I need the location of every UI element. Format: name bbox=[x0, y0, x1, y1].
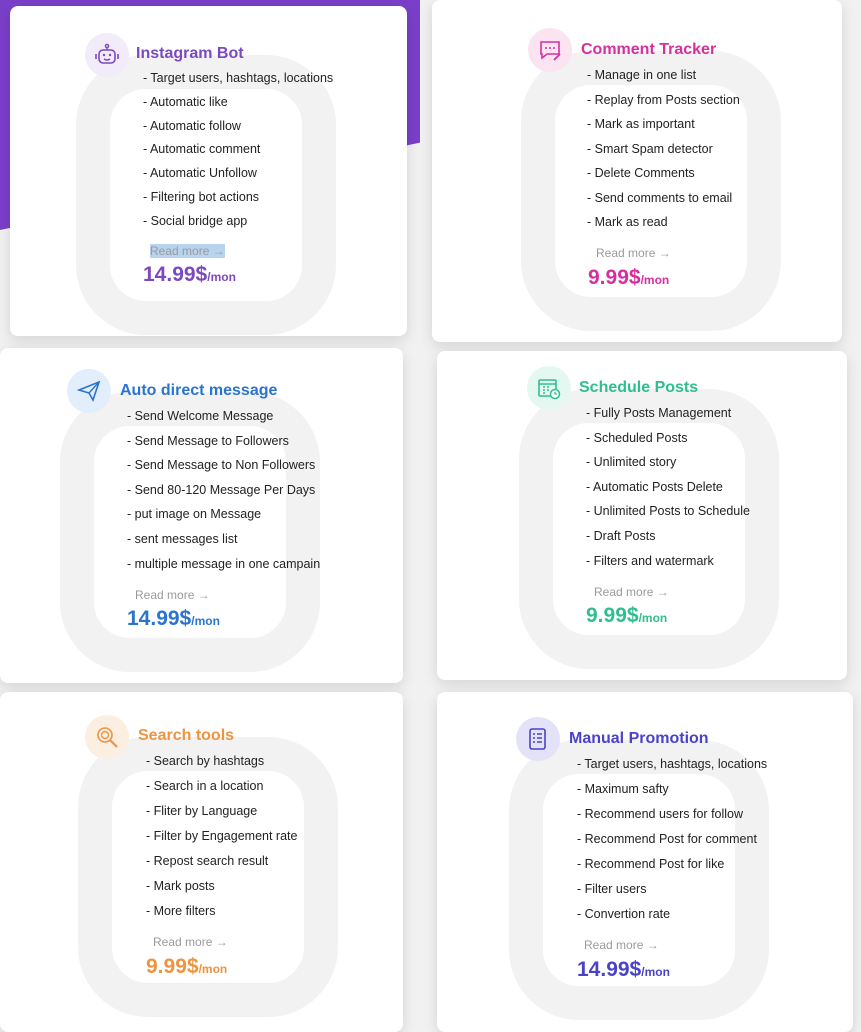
price-value: 9.99$ bbox=[588, 266, 641, 289]
price-period: /mon bbox=[207, 270, 236, 284]
feature-item: - Automatic follow bbox=[143, 118, 241, 133]
search-target-icon bbox=[85, 715, 129, 759]
read-more-link[interactable]: Read more → bbox=[150, 244, 225, 258]
feature-item: - Smart Spam detector bbox=[587, 141, 713, 156]
price bbox=[588, 266, 669, 290]
price-value: 9.99$ bbox=[146, 955, 199, 978]
price-period: /mon bbox=[640, 273, 670, 287]
feature-item: - Social bridge app bbox=[143, 213, 248, 228]
feature-list bbox=[143, 72, 333, 239]
card-title: Manual Promotion bbox=[569, 730, 709, 747]
feature-item: - Filter users bbox=[577, 882, 647, 896]
feature-item: - Unlimited story bbox=[586, 455, 677, 470]
card-title: Schedule Posts bbox=[579, 379, 699, 396]
card-title: Search tools bbox=[138, 727, 235, 744]
price bbox=[127, 607, 220, 631]
comment-edit-icon bbox=[528, 28, 572, 72]
feature-list bbox=[577, 758, 767, 933]
feature-item: - Recommend Post for comment bbox=[577, 832, 757, 846]
feature-item: - Maximum safty bbox=[577, 782, 669, 796]
feature-item: - Automatic Posts Delete bbox=[586, 479, 723, 494]
price-period: /mon bbox=[638, 611, 668, 625]
price-value: 14.99$ bbox=[577, 958, 642, 981]
feature-item: - Repost search result bbox=[146, 854, 269, 868]
read-more-link[interactable]: Read more → bbox=[594, 585, 669, 599]
feature-item: - Filter by Engagement rate bbox=[146, 829, 298, 843]
feature-item: - Filters and watermark bbox=[586, 553, 714, 568]
feature-item: - Fliter by Language bbox=[146, 804, 258, 818]
feature-item: - Send Message to Non Followers bbox=[127, 458, 316, 473]
feature-item: - Scheduled Posts bbox=[586, 430, 688, 445]
read-more-link[interactable]: Read more → bbox=[596, 246, 671, 260]
feature-item: - Delete Comments bbox=[587, 166, 695, 180]
feature-item: - put image on Message bbox=[127, 507, 262, 522]
read-more-link[interactable]: Read more → bbox=[584, 938, 659, 952]
feature-item: - sent messages list bbox=[127, 531, 238, 546]
price-period: /mon bbox=[641, 965, 670, 979]
robot-icon bbox=[85, 33, 129, 77]
price bbox=[143, 263, 236, 287]
feature-item: - Target users, hashtags, locations bbox=[577, 757, 768, 771]
feature-list bbox=[586, 407, 750, 579]
feature-item: - Draft Posts bbox=[586, 528, 656, 543]
feature-item: - Recommend Post for like bbox=[577, 857, 725, 871]
feature-item: - Recommend users for follow bbox=[577, 807, 744, 821]
calendar-clock-icon bbox=[527, 366, 571, 410]
read-more-link[interactable]: Read more → bbox=[153, 935, 228, 949]
feature-item: - Mark posts bbox=[146, 879, 215, 893]
feature-item: - Filtering bot actions bbox=[143, 189, 260, 204]
paper-plane-icon bbox=[67, 369, 111, 413]
price-value: 14.99$ bbox=[143, 263, 208, 286]
feature-item: - Target users, hashtags, locations bbox=[143, 71, 334, 85]
feature-item: - Unlimited Posts to Schedule bbox=[586, 504, 750, 519]
feature-list bbox=[127, 410, 320, 582]
feature-item: - Convertion rate bbox=[577, 907, 671, 921]
feature-item: - Replay from Posts section bbox=[587, 92, 740, 107]
feature-item: - Send Message to Followers bbox=[127, 433, 289, 448]
feature-item: - Automatic comment bbox=[143, 142, 261, 157]
feature-item: - Send Welcome Message bbox=[127, 409, 274, 423]
feature-list bbox=[587, 69, 740, 241]
feature-item: - Mark as read bbox=[587, 215, 668, 229]
feature-item: - Search by hashtags bbox=[146, 754, 265, 768]
feature-item: - Send 80-120 Message Per Days bbox=[127, 482, 316, 497]
feature-list bbox=[146, 755, 297, 930]
price-value: 9.99$ bbox=[586, 604, 639, 627]
feature-item: - Send comments to email bbox=[587, 190, 733, 205]
price-value: 14.99$ bbox=[127, 607, 192, 630]
card-title: Comment Tracker bbox=[581, 41, 717, 58]
feature-item: - multiple message in one campain bbox=[127, 556, 321, 571]
price-period: /mon bbox=[198, 962, 228, 976]
price bbox=[586, 604, 667, 628]
card-title: Instagram Bot bbox=[136, 45, 244, 62]
feature-item: - Automatic Unfollow bbox=[143, 166, 257, 181]
checklist-icon bbox=[516, 717, 560, 761]
card-title: Auto direct message bbox=[120, 382, 278, 399]
feature-item: - Fully Posts Management bbox=[586, 406, 732, 420]
feature-item: - Automatic like bbox=[143, 94, 228, 109]
read-more-link[interactable]: Read more → bbox=[135, 588, 210, 602]
price-period: /mon bbox=[191, 614, 220, 628]
feature-item: - Mark as important bbox=[587, 117, 695, 131]
feature-item: - Search in a location bbox=[146, 779, 264, 793]
price bbox=[577, 958, 670, 982]
feature-item: - Manage in one list bbox=[587, 68, 697, 82]
price bbox=[146, 955, 227, 979]
feature-item: - More filters bbox=[146, 904, 216, 918]
